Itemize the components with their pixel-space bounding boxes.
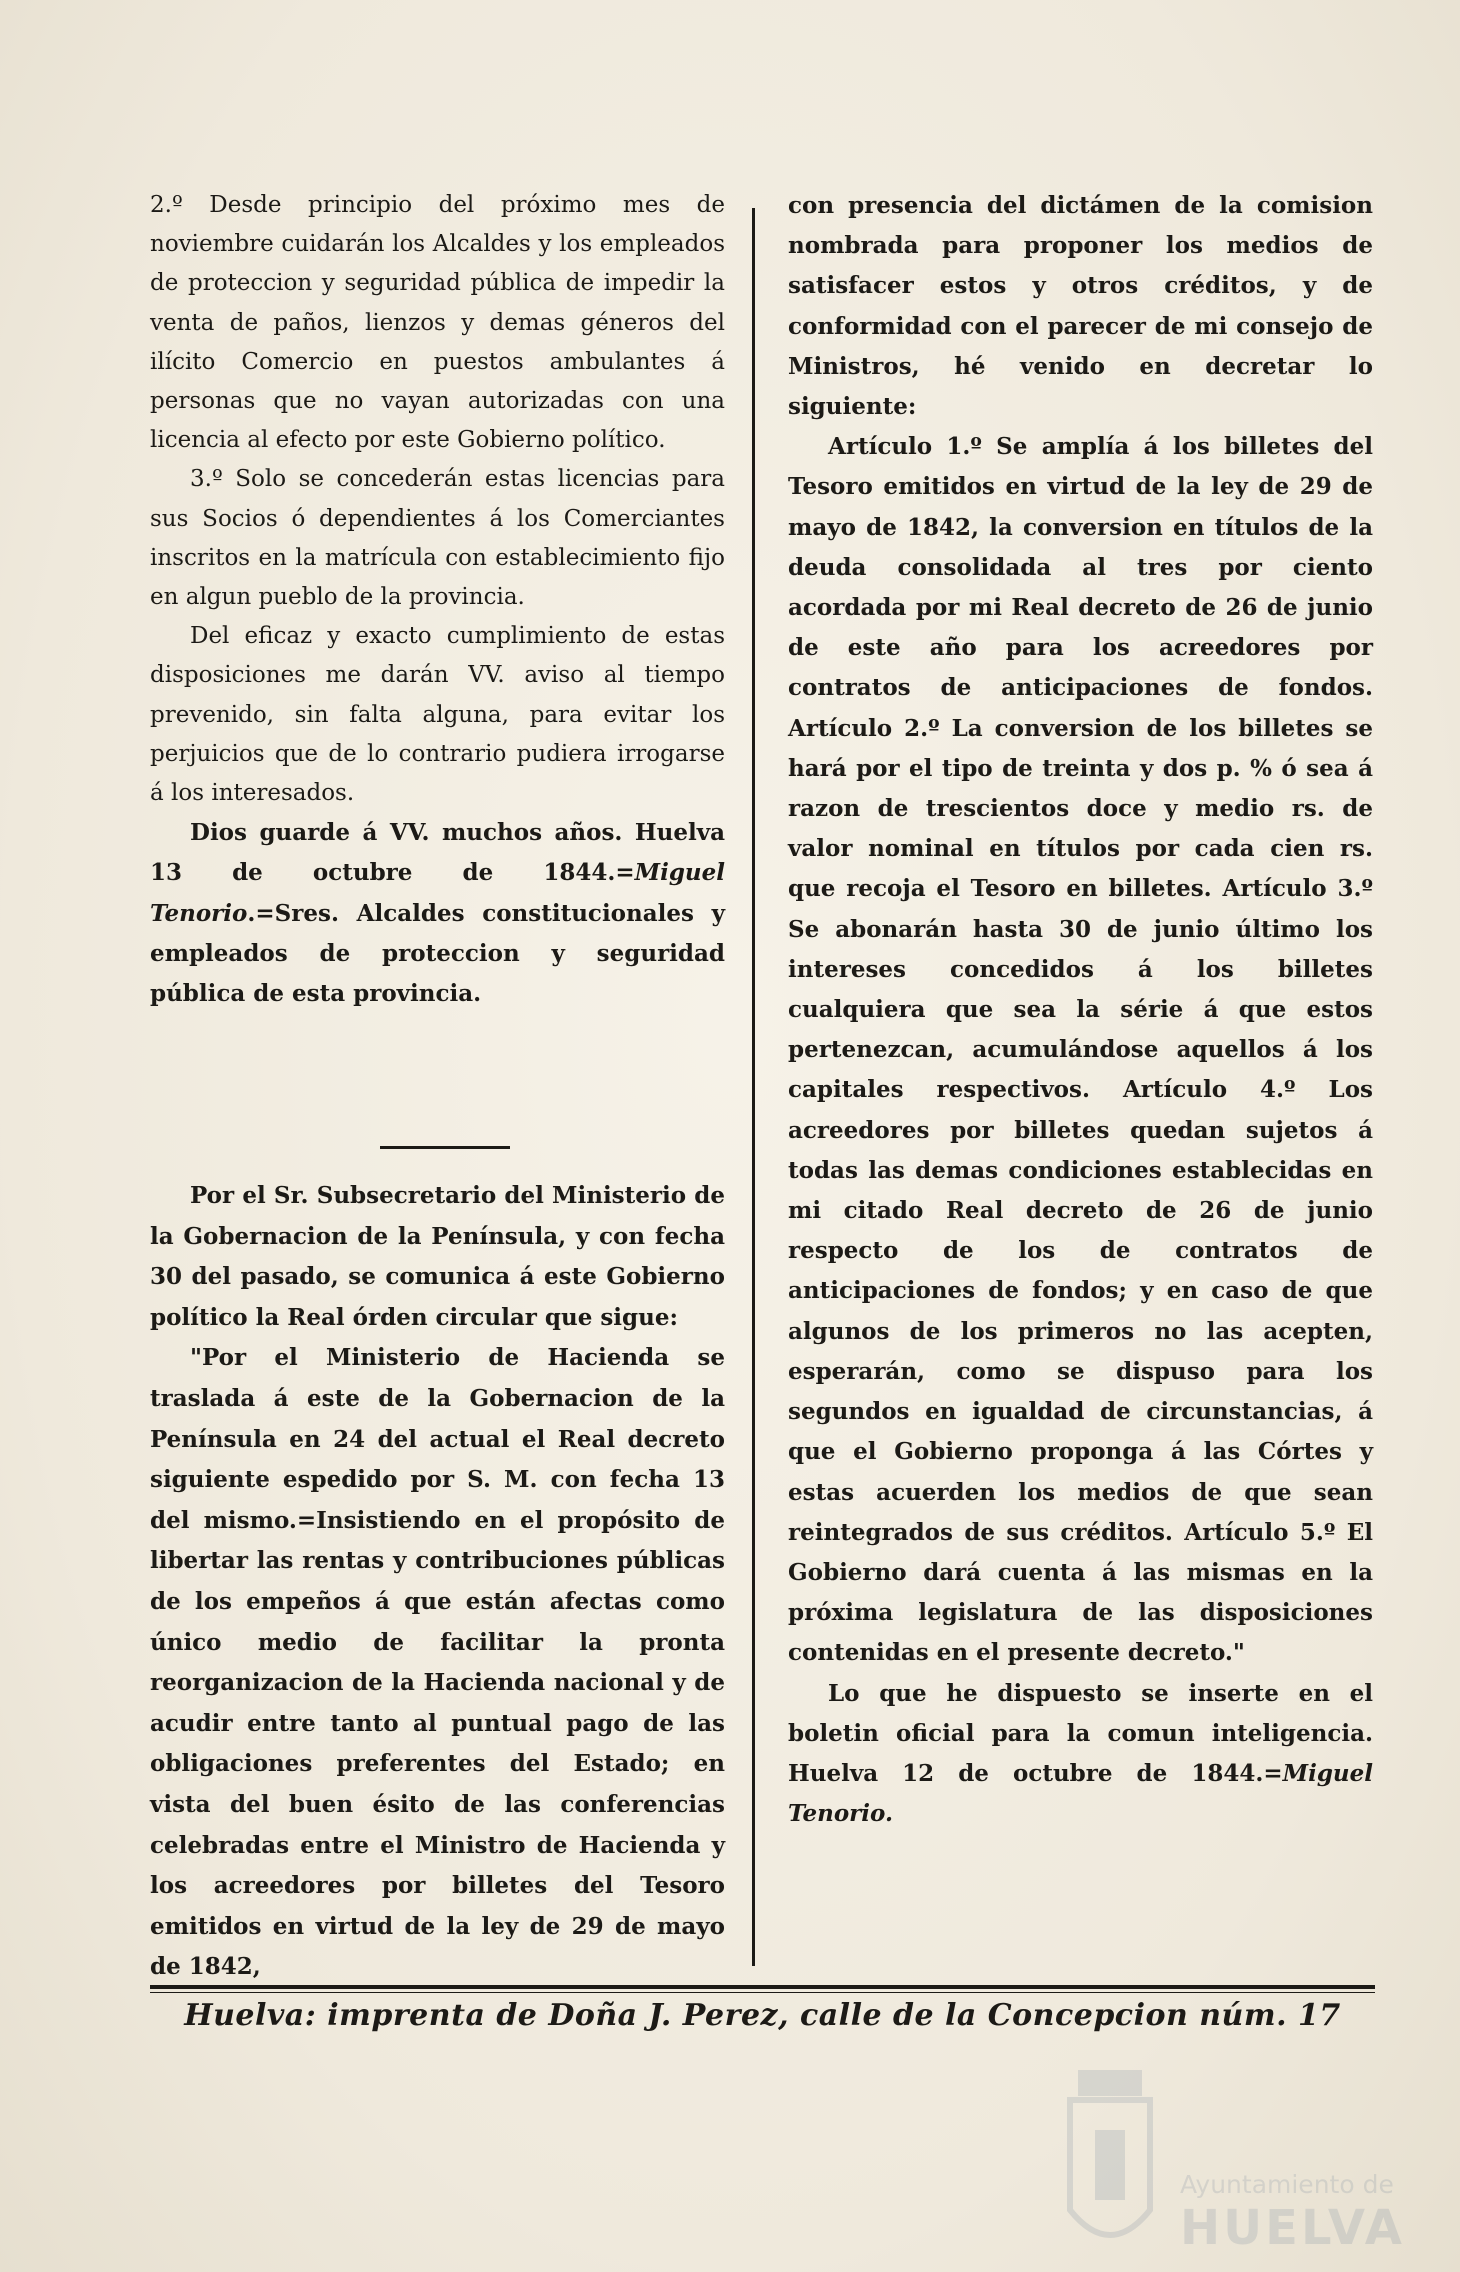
- articles-paragraph: [788, 427, 1373, 1673]
- final-paragraph: [788, 1674, 1373, 1835]
- article-2-paragraph: 2.º Desde principio del próximo mes de noviembre cuidarán los Alcaldes y los empleados de proteccion y seguridad pública de impedir la venta de paños, lienzos y demas géneros del ilícito Comercio en puestos ambulantes á personas que no vayan autorizadas con una licencia al efecto por este Gobierno político.: [150, 192, 725, 454]
- subsecretary-paragraph: [150, 1176, 725, 1338]
- watermark-line2: HUELVA: [1180, 2200, 1405, 2256]
- left-column: [150, 186, 725, 1014]
- compliance-paragraph: Del eficaz y exacto cumplimiento de estas disposiciones me darán VV. aviso al tiempo prevenido, sin falta alguna, para evitar los perjuicios que de lo contrario pudiera irrogarse á los interesados.: [150, 623, 725, 807]
- crest-icon: [1050, 2060, 1170, 2260]
- decree-text: "Por el Ministerio de Hacienda se traslada á este de la Gobernacion de la Península en 24 del actual el Real decreto siguiente espedido por S. M. con fecha 13 del mismo.=Insistiendo en el propósito de libertar las rentas y contribuciones públicas de los empeños á que están afectas como único medio de facilitar la pronta reorganizacion de la Hacienda nacional y de acudir entre tanto al puntual pago de las obligaciones preferentes del Estado; en vista del buen ésito de las conferencias celebradas entre el Ministro de Hacienda y los acreedores por billetes del Tesoro emitidos en virtud de la ley de 29 de mayo de 1842,: [150, 1344, 725, 1981]
- closing-tail: .=Sres. Alcaldes constitucionales y empleados de proteccion y seguridad pública de esta provincia.: [150, 899, 725, 1008]
- subsecretary-text: Por el Sr. Subsecretario del Ministerio de la Gobernacion de la Península, y con fecha 30 del pasado, se comunica á este Gobierno político la Real órden circular que sigue:: [150, 1182, 725, 1331]
- archive-watermark: [1050, 2060, 1450, 2260]
- commission-text: con presencia del dictámen de la comision nombrada para proponer los medios de satisfacer estos y otros créditos, y de conformidad con el parecer de mi consejo de Ministros, hé venido en decretar lo siguiente:: [788, 192, 1373, 421]
- closing-paragraph: [150, 813, 725, 1014]
- section-divider: [380, 1146, 510, 1149]
- left-column-second-section: [150, 1176, 725, 1988]
- footer-rule-thin: [150, 1992, 1375, 1993]
- watermark-line1: Ayuntamiento de: [1180, 2170, 1394, 2199]
- column-divider: [752, 208, 755, 1966]
- final-signature-name: Miguel Tenorio.: [788, 1759, 1373, 1828]
- printer-imprint: Huelva: imprenta de Doña J. Perez, calle de la Concepcion núm. 17: [184, 1998, 1341, 2033]
- footer-rule-thick: [150, 1985, 1375, 1989]
- decree-paragraph: [150, 1338, 725, 1988]
- article-3-paragraph: 3.º Solo se concederán estas licencias para sus Socios ó dependientes á los Comerciantes inscritos en la matrícula con establecimiento fijo en algun pueblo de la provincia.: [150, 466, 725, 611]
- commission-paragraph: [788, 186, 1373, 427]
- right-column: [788, 186, 1373, 1834]
- closing-lead: Dios guarde á VV. muchos años. Huelva 13 de octubre de 1844.=: [150, 819, 725, 887]
- signature-name: Miguel Tenorio: [150, 859, 725, 927]
- articles-text: Artículo 1.º Se amplía á los billetes del Tesoro emitidos en virtud de la ley de 29 de mayo de 1842, la conversion en títulos de la deuda consolidada al tres por ciento acordada por mi Real decreto de 26 de junio de este año para los acreedores por contratos de anticipaciones de fondos. Artículo 2.º La conversion de los billetes se hará por el tipo de treinta y dos p. % ó sea á razon de trescientos doce y medio rs. de valor nominal en títulos por cada cien rs. que recoja el Tesoro en billetes. Artículo 3.º Se abonarán hasta 30 de junio último los intereses concedidos á los billetes cualquiera que sea la série á que estos pertenezcan, acumulándose aquellos á los capitales respectivos. Artículo 4.º Los acreedores por billetes quedan sujetos á todas las demas condiciones establecidas en mi citado Real decreto de 26 de junio respecto de los de contratos de anticipaciones de fondos; y en caso de que algunos de los primeros no las acepten, esperarán, como se dispuso para los segundos en igualdad de circunstancias, á que el Gobierno proponga á las Córtes y estas acuerden los medios de que sean reintegrados de sus créditos. Artículo 5.º El Gobierno dará cuenta á las mismas en la próxima legislatura de las disposiciones contenidas en el presente decreto.": [788, 433, 1373, 1667]
- final-lead: Lo que he dispuesto se inserte en el boletin oficial para la comun inteligencia. Huelva 12 de octubre de 1844.=: [788, 1679, 1373, 1787]
